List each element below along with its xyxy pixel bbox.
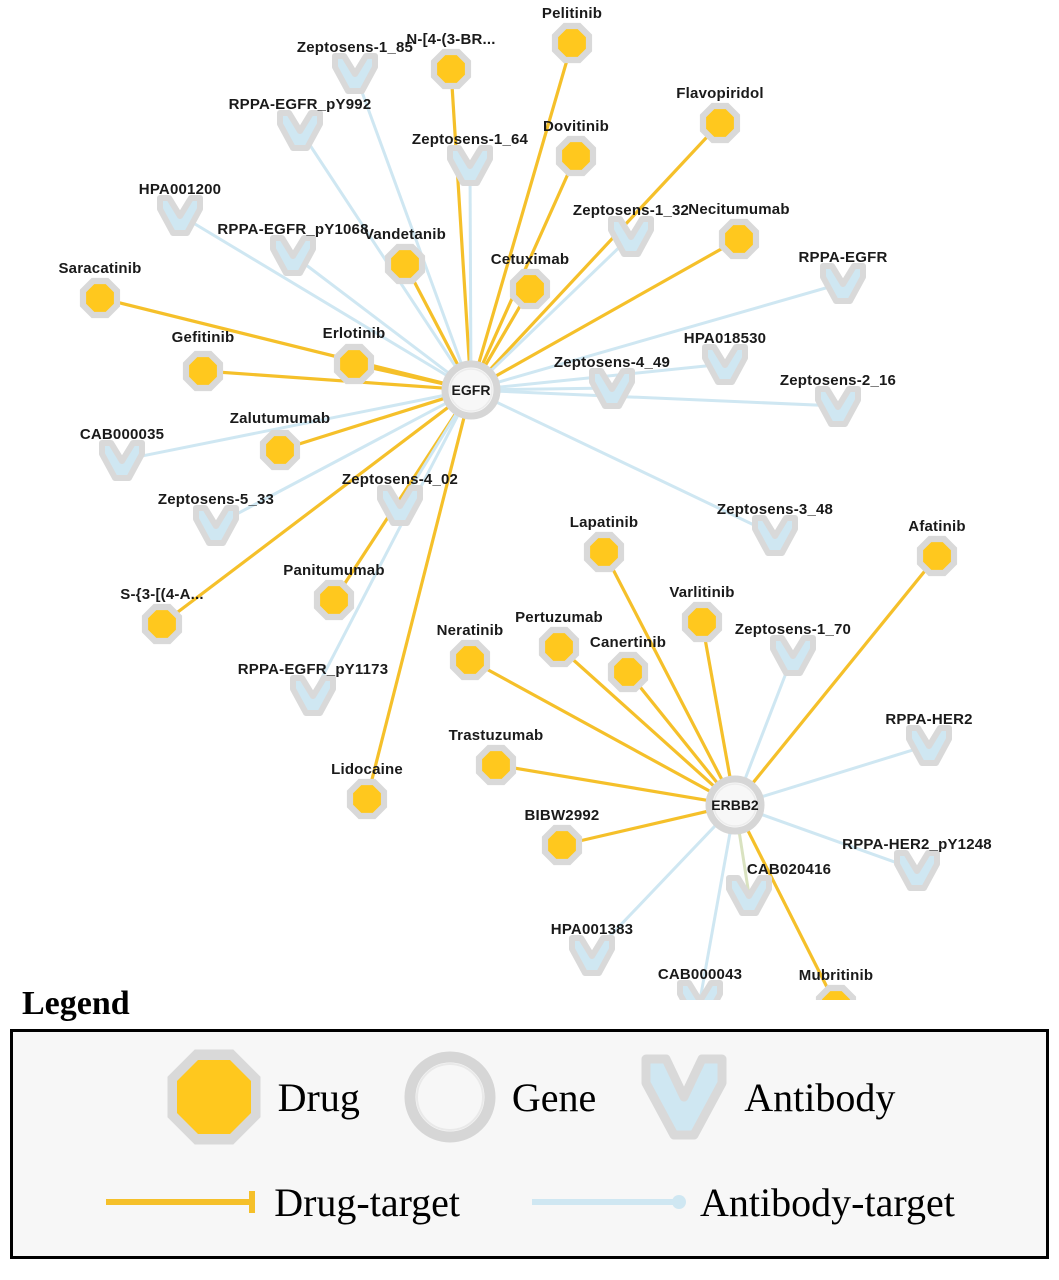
antibody-node[interactable] [897, 853, 937, 888]
drug-node-label: Pelitinib [541, 5, 603, 22]
drug-node-label: Neratinib [436, 622, 504, 639]
antibody-node[interactable] [102, 443, 142, 478]
antibody-node-label: CAB000035 [79, 426, 165, 443]
antibody-node-label: HPA018530 [683, 330, 767, 347]
antibody-node-label: RPPA-EGFR_pY1068 [217, 221, 369, 238]
drug-node[interactable] [317, 583, 350, 616]
drug-icon [164, 1049, 264, 1145]
antibody-node-label: Zeptosens-1_64 [411, 131, 529, 148]
antibody-node[interactable] [273, 238, 313, 273]
drug-node[interactable] [542, 630, 575, 663]
antibody-node-body [755, 518, 795, 553]
drug-node[interactable] [263, 433, 296, 466]
drug-node[interactable] [453, 643, 486, 676]
drug-node-label: BIBW2992 [524, 807, 600, 824]
drug-node-body [614, 658, 642, 686]
drug-node-body [548, 831, 576, 859]
antibody-node-label: Zeptosens-4_02 [341, 471, 459, 488]
drug-node-label: Canertinib [589, 634, 667, 651]
antibody-node-label: Zeptosens-1_32 [572, 202, 690, 219]
legend-item-drug [164, 1049, 360, 1145]
antibody-edge [470, 165, 471, 364]
drug-node-label: Flavopiridol [676, 85, 764, 102]
drug-node-label: Zalutumumab [229, 410, 331, 427]
legend-item-antibody [638, 1049, 895, 1145]
antibody-node[interactable] [335, 56, 375, 91]
drug-node[interactable] [685, 605, 718, 638]
antibody-target-edge-icon [530, 1189, 690, 1215]
drug-node-body [516, 275, 544, 303]
drug-node-body [148, 610, 176, 638]
drug-node-label: Saracatinib [58, 260, 142, 277]
gene-node-label: ERBB2 [711, 797, 759, 813]
antibody-edge [355, 73, 462, 366]
drug-node-body [189, 357, 217, 385]
drug-node[interactable] [388, 247, 421, 280]
drug-node-label: Lidocaine [331, 761, 403, 778]
antibody-node-body [729, 878, 769, 913]
legend-edge-antibody-target [530, 1179, 955, 1226]
antibody-node-body [293, 678, 333, 713]
drug-node[interactable] [545, 828, 578, 861]
drug-node-body [86, 284, 114, 312]
drug-node-body [923, 542, 951, 570]
antibody-node-body [196, 508, 236, 543]
antibody-node-body [335, 56, 375, 91]
antibody-node-label: RPPA-HER2_pY1248 [842, 836, 992, 853]
antibody-node-body [280, 113, 320, 148]
drug-node[interactable] [83, 281, 116, 314]
drug-node-body [725, 225, 753, 253]
drug-node-body [688, 608, 716, 636]
drug-node-label: Pertuzumab [515, 609, 603, 626]
drug-node[interactable] [611, 655, 644, 688]
drug-node-body [320, 586, 348, 614]
gene-icon [402, 1049, 498, 1145]
drug-node[interactable] [722, 222, 755, 255]
drug-node-body [706, 109, 734, 137]
drug-node-body [353, 785, 381, 813]
antibody-node-body [897, 853, 937, 888]
drug-node[interactable] [186, 354, 219, 387]
drug-node-body [482, 751, 510, 779]
antibody-node-body [909, 728, 949, 763]
drug-node-label: Dovitinib [543, 118, 609, 135]
drug-node-body [391, 250, 419, 278]
antibody-node[interactable] [705, 347, 745, 382]
drug-node[interactable] [703, 106, 736, 139]
drug-node-body [545, 633, 573, 661]
antibody-node-label: CAB020416 [746, 861, 832, 878]
drug-node[interactable] [920, 539, 953, 572]
antibody-node[interactable] [450, 148, 490, 183]
drug-node[interactable] [555, 26, 588, 59]
drug-edge [100, 298, 446, 384]
antibody-node[interactable] [773, 638, 813, 673]
antibody-node-label: HPA001200 [138, 181, 222, 198]
legend-box [10, 1029, 1049, 1259]
drug-node-label: Necitumumab [688, 201, 790, 218]
legend-label-antibody: Antibody [744, 1074, 896, 1120]
antibody-node-body [273, 238, 313, 273]
legend-label-drug-target: Drug-target [274, 1179, 461, 1225]
gene-node[interactable] [709, 779, 761, 831]
antibody-node-label: RPPA-EGFR_pY992 [228, 96, 372, 113]
antibody-node-label: Zeptosens-1_85 [296, 39, 414, 56]
antibody-node-label: Zeptosens-4_49 [553, 354, 671, 371]
drug-node-body [266, 436, 294, 464]
drug-node-label: S-{3-[(4-A... [120, 586, 204, 603]
legend-title: Legend [22, 985, 130, 1022]
antibody-node[interactable] [280, 113, 320, 148]
legend [0, 985, 1059, 1259]
antibody-icon [638, 1049, 730, 1145]
gene-node[interactable] [445, 364, 497, 416]
antibody-node-body [102, 443, 142, 478]
antibody-node[interactable] [729, 878, 769, 913]
drug-node-label: Cetuximab [490, 251, 570, 268]
drug-node-label: Gefitinib [171, 329, 235, 346]
antibody-node-body [818, 389, 858, 424]
drug-node-label: Vandetanib [363, 226, 447, 243]
drug-target-edge-icon [104, 1189, 264, 1215]
drug-node[interactable] [559, 139, 592, 172]
drug-node[interactable] [479, 748, 512, 781]
gene-node-label: EGFR [451, 382, 491, 398]
drug-node-label: Erlotinib [322, 325, 386, 342]
legend-label-antibody-target: Antibody-target [700, 1179, 955, 1225]
drug-node[interactable] [434, 52, 467, 85]
antibody-edge [760, 745, 929, 797]
legend-label-drug: Drug [277, 1074, 360, 1120]
antibody-node[interactable] [755, 518, 795, 553]
drug-node-label: Varlitinib [669, 584, 735, 601]
antibody-edge [497, 391, 838, 406]
antibody-node-body [450, 148, 490, 183]
antibody-node-body [705, 347, 745, 382]
drug-node-label: Mubritinib [798, 967, 874, 984]
antibody-node-label: CAB000043 [657, 966, 743, 983]
drug-edge [702, 622, 730, 779]
drug-node[interactable] [337, 347, 370, 380]
drug-node-label: Trastuzumab [448, 727, 544, 744]
antibody-node[interactable] [160, 198, 200, 233]
legend-label-gene: Gene [511, 1074, 597, 1120]
antibody-node-label: RPPA-EGFR [798, 249, 888, 266]
drug-node-body [558, 29, 586, 57]
antibody-node-body [160, 198, 200, 233]
drug-node-body [437, 55, 465, 83]
drug-node[interactable] [350, 782, 383, 815]
drug-edge [496, 765, 709, 801]
drug-node-body [340, 350, 368, 378]
drug-node[interactable] [513, 272, 546, 305]
drug-node-label: Lapatinib [569, 514, 639, 531]
drug-node[interactable] [587, 535, 620, 568]
antibody-node[interactable] [823, 266, 863, 301]
antibody-node-body [572, 938, 612, 973]
drug-node-body [562, 142, 590, 170]
antibody-node[interactable] [572, 938, 612, 973]
antibody-node-label: Zeptosens-5_33 [157, 491, 275, 508]
antibody-node[interactable] [909, 728, 949, 763]
antibody-node-label: RPPA-EGFR_pY1173 [237, 661, 389, 678]
antibody-node-label: RPPA-HER2 [885, 711, 973, 728]
drug-node-label: N-[4-(3-BR... [406, 31, 496, 48]
antibody-node[interactable] [818, 389, 858, 424]
antibody-node-label: HPA001383 [550, 921, 634, 938]
antibody-node-label: Zeptosens-2_16 [779, 372, 897, 389]
drug-node-body [590, 538, 618, 566]
drug-node-label: Panitumumab [283, 562, 385, 579]
drug-node-label: Afatinib [908, 518, 966, 535]
antibody-node-label: Zeptosens-1_70 [734, 621, 852, 638]
drug-edge [451, 69, 469, 364]
drug-node-body [456, 646, 484, 674]
drug-edge [478, 43, 572, 365]
antibody-node-body [773, 638, 813, 673]
legend-edge-drug-target [104, 1179, 460, 1226]
legend-item-gene [402, 1049, 596, 1145]
antibody-node-body [823, 266, 863, 301]
antibody-node[interactable] [196, 508, 236, 543]
antibody-node-label: Zeptosens-3_48 [716, 501, 834, 518]
drug-node[interactable] [145, 607, 178, 640]
antibody-node[interactable] [293, 678, 333, 713]
